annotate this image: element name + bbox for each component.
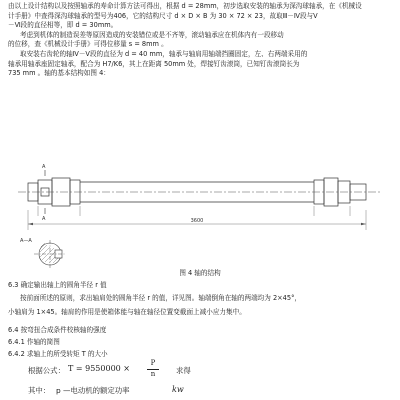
section-6-3-line-1: 按前面所述的原则，求出轴肩处的圆角半径 r 的值，详见图。轴端倒角在轴的两端均为 2×45°，	[20, 294, 301, 302]
text-line: 取安装右齿轮的轴Ⅳ－Ⅴ段的直径为 d = 40 mm，轴承与轴肩用轴端挡圈固定，左、右两端采用的	[20, 49, 308, 58]
where-label: 其中：	[28, 386, 51, 395]
formula-tail: 求得	[176, 366, 191, 375]
subsection-6-4-1: 6.4.1 作轴的简图	[8, 338, 60, 346]
text-line: 考虑到机体的制造误差等原因造成的安装错位或是不齐等，滚动轴承应在机体内有一段移动	[20, 30, 284, 39]
section-view-label: A—A	[20, 238, 32, 244]
where-text: p —电动机的额定功率	[56, 386, 130, 395]
formula-numerator: P	[150, 359, 156, 367]
text-line: 轴承用轴承座固定轴承，配合为 H7/K6，其上在距离 50mm 处，焊接钉齿滚筒，已知钉齿滚筒长为	[8, 59, 300, 68]
shaft-structure-drawing	[14, 150, 390, 270]
paragraph-bearing-selection	[8, 2, 394, 79]
overall-length-dimension: 3600	[190, 218, 204, 224]
formula-label: 根据公式：	[28, 366, 65, 375]
text-line: 的位移，查《机械设计手册》可得位移量 s = 8mm 。	[8, 40, 168, 49]
text-line: －Ⅵ段的直径相等，即 d = 30mm。	[8, 21, 118, 30]
text-line: 735 mm 。轴的基本结构如图 4：	[8, 69, 110, 78]
section-mark-a-top: A	[42, 164, 46, 170]
section-mark-a-bottom: A	[42, 216, 46, 222]
subsection-6-4-2: 6.4.2 求轴上的所受转矩 T 的大小	[8, 350, 108, 358]
formula-denominator: n	[150, 370, 156, 378]
section-heading-6-4: 6.4 按弯扭合成条件校核轴的强度	[8, 326, 107, 334]
torque-formula: T = 9550000 ×	[68, 364, 130, 373]
text-line: 由以上设计结构以及按照轴承的寿命计算方法可得出，根据 d = 28mm，初步选取安装的轴承为深沟球轴承，在《机械设	[8, 2, 362, 10]
figure-caption: 图 4 轴的结构	[179, 269, 221, 277]
section-view-aa	[34, 240, 66, 268]
where-unit: kw	[172, 385, 184, 394]
text-line: 计手册》中查得深沟球轴承的型号为406，它的结构尺寸 d × D × B 为 30 × 72 × 23，故取Ⅲ－Ⅳ段与Ⅴ	[8, 11, 318, 20]
section-6-3-line-2: 小轴肩为 1×45。轴肩的作用是使箱体能与轴在轴径位置变截面上减小应力集中。	[8, 308, 246, 316]
section-heading-6-3: 6.3 确定输出轴上的圆角半径 r 值	[8, 281, 107, 289]
